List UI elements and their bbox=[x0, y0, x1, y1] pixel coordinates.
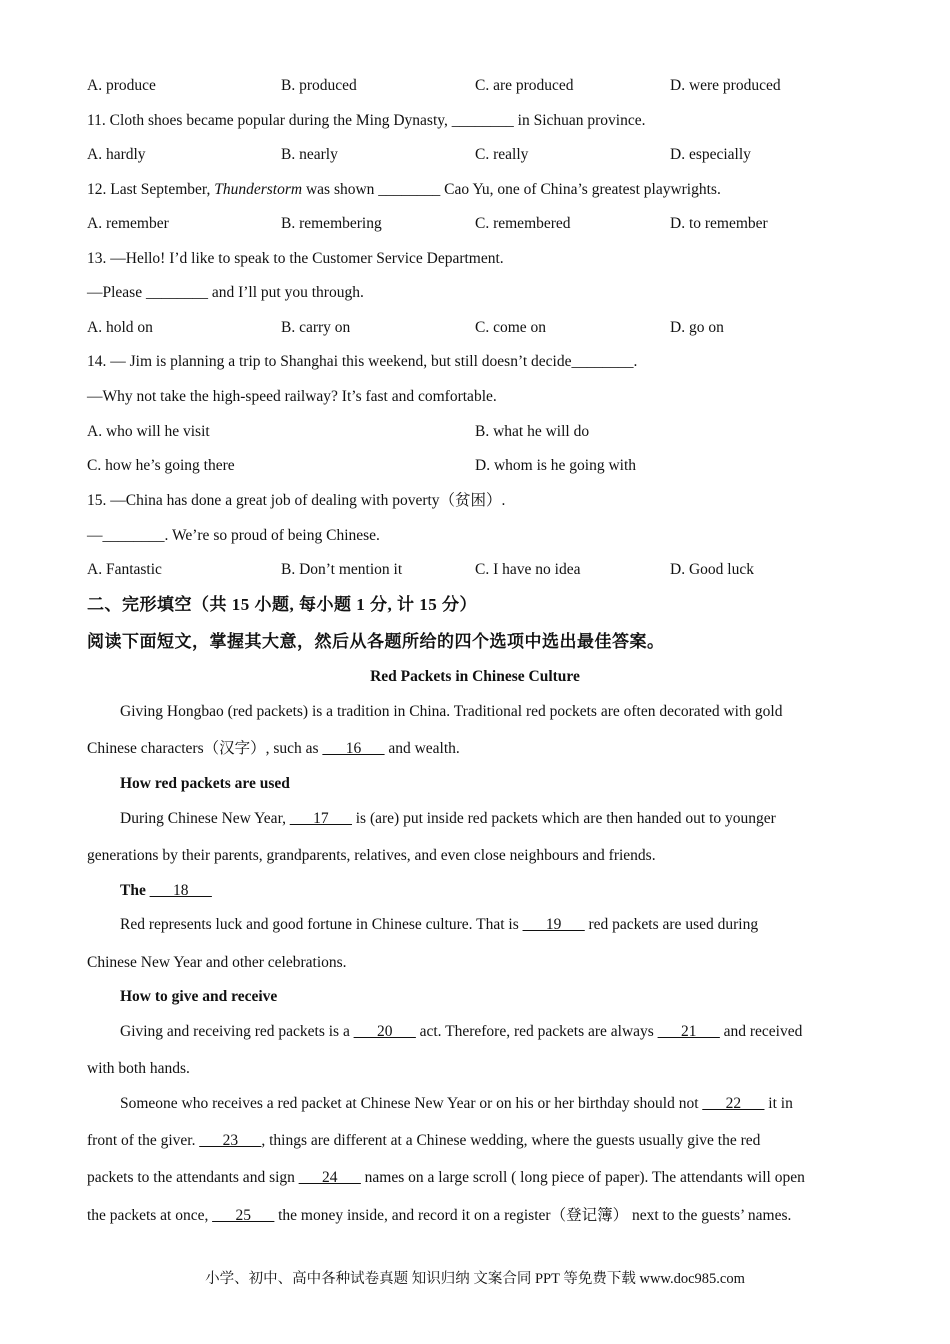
passage-p4-line1: Giving and receiving red packets is a ___20___ act. Therefore, red packets are always ___21___ and received bbox=[120, 1023, 803, 1040]
blank-16: ___16___ bbox=[322, 740, 385, 757]
blank-23: ___23___ bbox=[199, 1132, 262, 1149]
q13-option-a: A. hold on bbox=[87, 319, 153, 336]
q14-option-d: D. whom is he going with bbox=[475, 457, 637, 474]
passage-p5-line4: the packets at once, ___25___ the money inside, and record it on a register（登记簿） next to the guests’ names. bbox=[87, 1207, 792, 1224]
passage-p2-line1: During Chinese New Year, ___17___ is (are) put inside red packets which are then handed out to younger bbox=[120, 810, 776, 827]
q15-option-c: C. I have no idea bbox=[475, 561, 581, 578]
q11-option-d: D. especially bbox=[670, 146, 751, 163]
q13-option-c: C. come on bbox=[475, 319, 547, 336]
page-footer: 小学、初中、高中各种试卷真题 知识归纳 文案合同 PPT 等免费下载 www.doc985.com bbox=[205, 1271, 745, 1287]
q12-option-d: D. to remember bbox=[670, 215, 768, 232]
q13-option-b: B. carry on bbox=[281, 319, 351, 336]
q12-option-a: A. remember bbox=[87, 215, 169, 232]
section-instruction: 阅读下面短文，掌握其大意，然后从各题所给的四个选项中选出最佳答案。 bbox=[87, 632, 665, 651]
q12-option-b: B. remembering bbox=[281, 215, 382, 232]
q14-reply: —Why not take the high-speed railway? It’s fast and comfortable. bbox=[87, 388, 497, 405]
q12-option-c: C. remembered bbox=[475, 215, 571, 232]
q13-reply: —Please ________ and I’ll put you through. bbox=[87, 284, 364, 301]
q11-option-a: A. hardly bbox=[87, 146, 146, 163]
q14-option-c: C. how he’s going there bbox=[87, 457, 235, 474]
subheading-how-used: How red packets are used bbox=[120, 775, 290, 792]
passage-p5-line2: front of the giver. ___23___, things are different at a Chinese wedding, where the guests usually give the red bbox=[87, 1132, 761, 1149]
q13-option-d: D. go on bbox=[670, 319, 724, 336]
passage-p5-line1: Someone who receives a red packet at Chinese New Year or on his or her birthday should not ___22___ it in bbox=[120, 1095, 793, 1112]
subheading-the-18: The ___18___ bbox=[120, 882, 212, 899]
passage-p3-line2: Chinese New Year and other celebrations. bbox=[87, 954, 347, 971]
q15-option-d: D. Good luck bbox=[670, 561, 754, 578]
passage-p2-line2: generations by their parents, grandparents, relatives, and even close neighbours and friends. bbox=[87, 847, 656, 864]
blank-22: ___22___ bbox=[702, 1095, 765, 1112]
q15-option-a: A. Fantastic bbox=[87, 561, 162, 578]
q10-option-a: A. produce bbox=[87, 77, 156, 94]
passage-title: Red Packets in Chinese Culture bbox=[370, 668, 580, 685]
blank-21: ___21___ bbox=[657, 1023, 720, 1040]
passage-p1-line2: Chinese characters（汉字）, such as ___16___ and wealth. bbox=[87, 740, 460, 757]
q14-option-b: B. what he will do bbox=[475, 423, 590, 440]
blank-25: ___25___ bbox=[212, 1207, 275, 1224]
section-heading: 二、完形填空（共 15 小题, 每小题 1 分, 计 15 分） bbox=[87, 595, 477, 614]
q11-stem: 11. Cloth shoes became popular during the Ming Dynasty, ________ in Sichuan province. bbox=[87, 112, 646, 129]
q14-stem: 14. — Jim is planning a trip to Shanghai this weekend, but still doesn’t decide________. bbox=[87, 353, 638, 370]
passage-p4-line2: with both hands. bbox=[87, 1060, 190, 1077]
q12-italic-title: Thunderstorm bbox=[214, 181, 303, 198]
q13-stem: 13. —Hello! I’d like to speak to the Customer Service Department. bbox=[87, 250, 504, 267]
q12-stem: 12. Last September, Thunderstorm was shown ________ Cao Yu, one of China’s greatest playwrights. bbox=[87, 181, 721, 198]
passage-p3-line1: Red represents luck and good fortune in Chinese culture. That is ___19___ red packets are used during bbox=[120, 916, 759, 933]
passage-p1-line1: Giving Hongbao (red packets) is a tradition in China. Traditional red pockets are often decorated with gold bbox=[120, 703, 783, 720]
blank-20: ___20___ bbox=[353, 1023, 416, 1040]
q14-option-a: A. who will he visit bbox=[87, 423, 210, 440]
subheading-how-give: How to give and receive bbox=[120, 988, 278, 1005]
blank-17: ___17___ bbox=[289, 810, 352, 827]
passage-p5-line3: packets to the attendants and sign ___24___ names on a large scroll ( long piece of paper). The attendants will open bbox=[87, 1169, 805, 1186]
blank-24: ___24___ bbox=[298, 1169, 361, 1186]
q10-option-d: D. were produced bbox=[670, 77, 781, 94]
q15-stem: 15. —China has done a great job of dealing with poverty（贫困）. bbox=[87, 492, 506, 509]
q11-option-b: B. nearly bbox=[281, 146, 338, 163]
q15-option-b: B. Don’t mention it bbox=[281, 561, 403, 578]
blank-18: ___18___ bbox=[149, 882, 212, 899]
q15-reply: —________. We’re so proud of being Chinese. bbox=[87, 527, 380, 544]
blank-19: ___19___ bbox=[522, 916, 585, 933]
q10-option-c: C. are produced bbox=[475, 77, 574, 94]
q10-option-b: B. produced bbox=[281, 77, 357, 94]
q11-option-c: C. really bbox=[475, 146, 529, 163]
